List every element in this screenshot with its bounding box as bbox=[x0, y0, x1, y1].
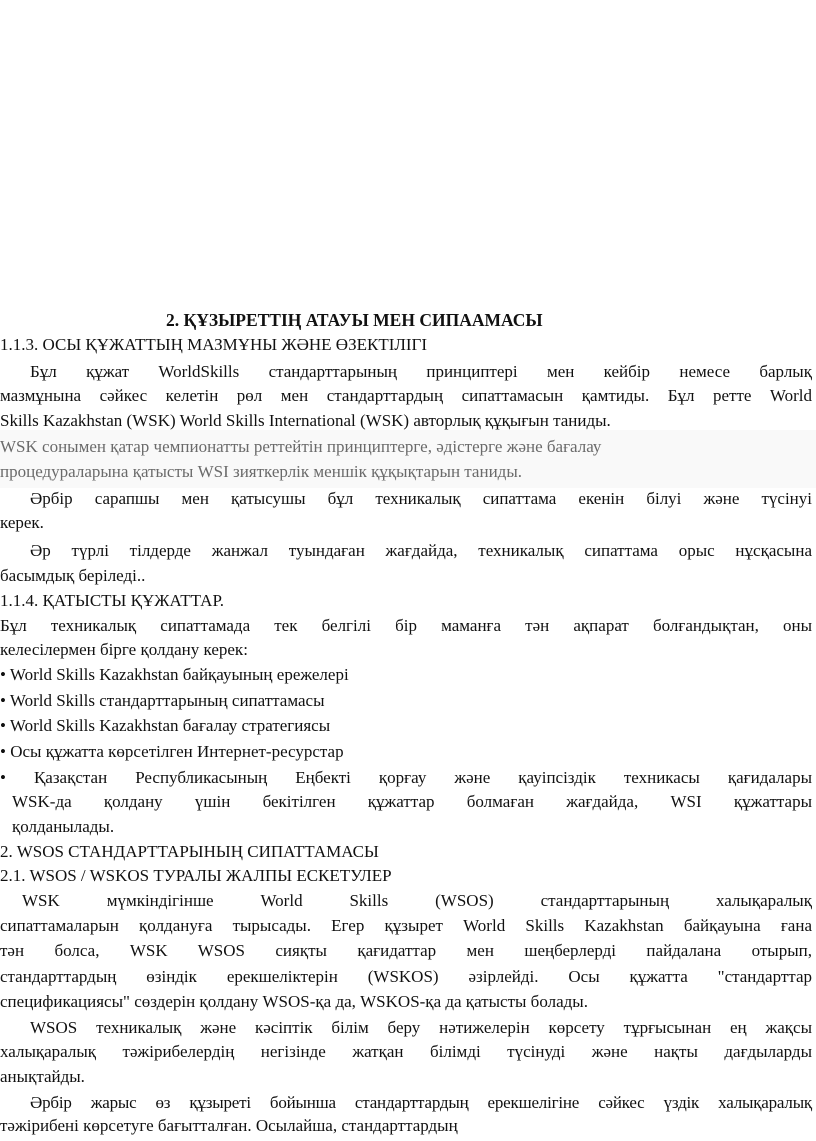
paragraph-line: WSOS техникалық және кәсіптік білім беру нәтижелерін көрсету тұрғысынан ең жақсы bbox=[30, 1018, 812, 1037]
paragraph-line: сипаттамаларын қолдануға тырысады. Егер құзырет World Skills Kazakhstan байқауына ғана bbox=[0, 916, 812, 935]
list-item: • World Skills стандарттарының сипаттамасы bbox=[0, 691, 325, 710]
paragraph-line: Әр түрлі тілдерде жанжал туындаған жағдайда, техникалық сипаттама орыс нұсқасына bbox=[30, 541, 812, 560]
paragraph-line: тән болса, WSK WSOS сияқты қағидаттар мен шеңберлерді пайдалана отырып, bbox=[0, 941, 812, 960]
subsection-heading: 1.1.3. ОСЫ ҚҰЖАТТЫҢ МАЗМҰНЫ ЖӘНЕ ӨЗЕКТІЛІГІ bbox=[0, 335, 428, 354]
highlighted-paragraph-line: процедураларына қатысты WSI зияткерлік меншік құқықтарын таниды. bbox=[0, 462, 522, 481]
paragraph-line: мазмұнына сәйкес келетін рөл мен стандарттардың сипаттамасын қамтиды. Бұл ретте World bbox=[0, 386, 812, 405]
paragraph-line: WSK мүмкіндігінше World Skills (WSOS) стандарттарының халықаралық bbox=[22, 891, 812, 910]
list-item: • World Skills Kazakhstan байқауының ережелері bbox=[0, 665, 349, 684]
paragraph-line: Әрбір жарыс өз құзыреті бойынша стандарттардың ерекшелігіне сәйкес үздік халықаралық bbox=[30, 1093, 812, 1112]
paragraph-line: басымдық беріледі.. bbox=[0, 566, 146, 585]
paragraph-line: Әрбір сарапшы мен қатысушы бұл техникалық сипаттама екенін білуі және түсінуі bbox=[30, 489, 812, 508]
list-item-continuation: WSK-да қолдану үшін бекітілген құжаттар болмаған жағдайда, WSI құжаттары bbox=[12, 792, 812, 811]
list-item: • Қазақстан Республикасының Еңбекті қорғау және қауіпсіздік техникасы қағидалары bbox=[0, 768, 812, 787]
list-item: • World Skills Kazakhstan бағалау стратегиясы bbox=[0, 716, 331, 735]
paragraph-line: Бұл құжат WorldSkills стандарттарының принциптері мен кейбір немесе барлық bbox=[30, 362, 812, 381]
paragraph-line: халықаралық тәжірибелердің негізінде жатқан білімді түсінуді және нақты дағдыларды bbox=[0, 1042, 812, 1061]
section-title: 2. ҚҰЗЫРЕТТІҢ АТАУЫ МЕН СИПААМАСЫ bbox=[166, 310, 543, 330]
list-item-continuation: қолданылады. bbox=[12, 817, 115, 836]
paragraph-line: Бұл техникалық сипаттамада тек белгілі бір маманға тән ақпарат болғандықтан, оны bbox=[0, 616, 812, 635]
paragraph-line: тәжірибені көрсетуге бағытталған. Осылайша, стандарттардың bbox=[0, 1116, 458, 1135]
list-item: • Осы құжатта көрсетілген Интернет-ресурстар bbox=[0, 742, 344, 761]
paragraph-line: Skills Kazakhstan (WSK) World Skills International (WSK) авторлық құқығын таниды. bbox=[0, 411, 611, 430]
paragraph-line: анықтайды. bbox=[0, 1067, 85, 1086]
section-heading: 2. WSOS СТАНДАРТТАРЫНЫҢ СИПАТТАМАСЫ bbox=[0, 842, 379, 861]
paragraph-line: спецификациясы" сөздерін қолдану WSOS-қа да, WSKOS-қа да қатысты болады. bbox=[0, 992, 588, 1011]
paragraph-line: стандарттардың өзіндік ерекшеліктерін (WSKOS) әзірлейді. Осы құжатта "стандарттар bbox=[0, 967, 812, 986]
subsection-heading: 2.1. WSOS / WSKOS ТУРАЛЫ ЖАЛПЫ ЕСКЕТУЛЕР bbox=[0, 866, 392, 885]
paragraph-line: келесілермен бірге қолдану керек: bbox=[0, 640, 248, 659]
paragraph-line: керек. bbox=[0, 513, 44, 532]
subsection-heading: 1.1.4. ҚАТЫСТЫ ҚҰЖАТТАР. bbox=[0, 591, 225, 610]
highlighted-paragraph-line: WSK сонымен қатар чемпионатты реттейтін принциптерге, әдістерге және бағалау bbox=[0, 437, 602, 456]
